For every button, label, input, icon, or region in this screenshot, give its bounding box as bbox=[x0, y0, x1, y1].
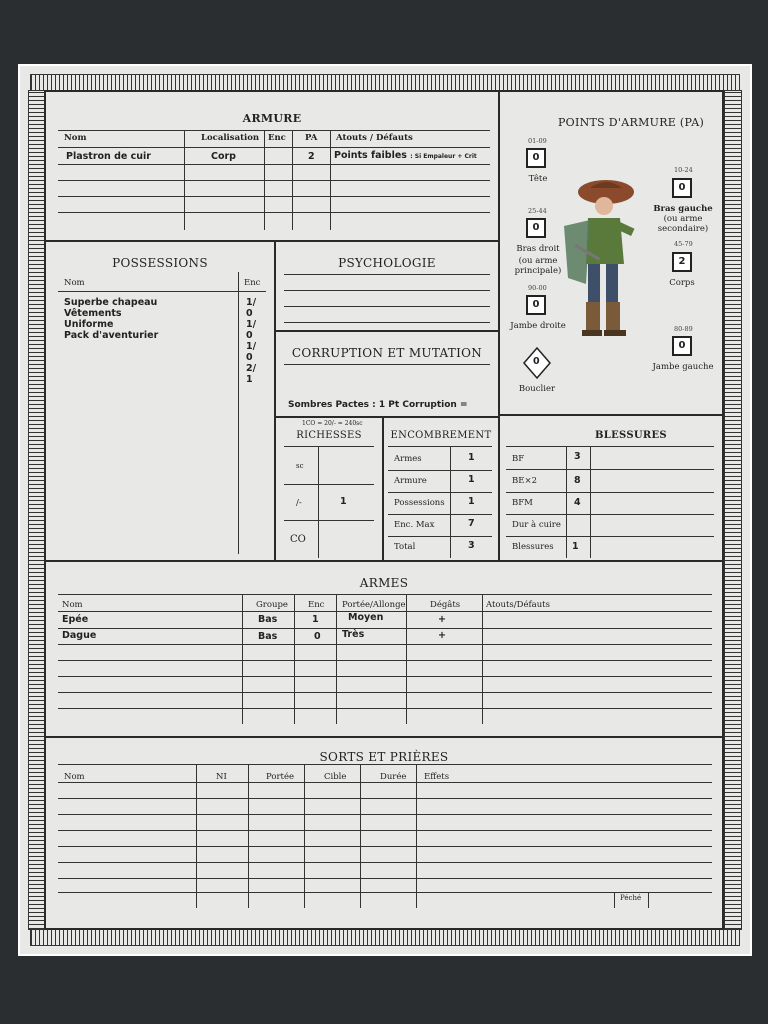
richesses-co-label: CO bbox=[290, 534, 306, 545]
richesses-formula: 1CO = 20/- = 240sc bbox=[302, 420, 363, 427]
armure-row-atouts-small: : Si Empaleur + Crit bbox=[410, 153, 477, 160]
armure-header-enc: Enc bbox=[268, 133, 286, 143]
psychologie-section bbox=[274, 240, 500, 332]
bras-droit-ap-box[interactable]: 0 bbox=[526, 218, 546, 238]
arme-portee[interactable]: Moyen bbox=[348, 612, 384, 623]
sorts-header-duree: Durée bbox=[380, 772, 407, 782]
bras-gauche-label: Bras gauche bbox=[653, 204, 713, 214]
character-illustration bbox=[558, 174, 658, 346]
sorts-header-portee: Portée bbox=[266, 772, 295, 782]
armes-header-enc: Enc bbox=[308, 600, 325, 610]
enc-armure-label: Armure bbox=[394, 476, 427, 486]
bex2-value[interactable]: 8 bbox=[574, 475, 581, 486]
enc-max-value[interactable]: 7 bbox=[468, 518, 475, 529]
armure-title: ARMURE bbox=[242, 112, 302, 125]
richesses-s-value[interactable]: 1 bbox=[340, 496, 347, 507]
enc-possessions-label: Possessions bbox=[394, 498, 445, 508]
bfm-value[interactable]: 4 bbox=[574, 497, 581, 508]
armure-row-nom[interactable]: Plastron de cuir bbox=[66, 151, 151, 162]
blessures-title: BLESSURES bbox=[595, 430, 667, 441]
possession-enc[interactable]: 0 bbox=[246, 330, 253, 341]
armes-header-portee: Portée/Allonge bbox=[342, 600, 406, 610]
arme-enc[interactable]: 0 bbox=[314, 631, 321, 642]
psychologie-title: PSYCHOLOGIE bbox=[338, 256, 436, 270]
richesses-sc-label: sc bbox=[296, 462, 304, 470]
arme-degats[interactable]: + bbox=[438, 614, 446, 625]
sorts-header-cible: Cible bbox=[324, 772, 347, 782]
tete-label: Tête bbox=[528, 174, 548, 184]
possessions-section bbox=[44, 240, 276, 562]
possessions-header-nom: Nom bbox=[64, 278, 85, 288]
sorts-title: SORTS ET PRIÈRES bbox=[319, 750, 449, 764]
tete-range: 01-09 bbox=[528, 137, 547, 145]
bras-gauche-range: 10-24 bbox=[674, 166, 693, 174]
enc-max-label: Enc. Max bbox=[394, 520, 435, 530]
arme-degats[interactable]: + bbox=[438, 630, 446, 641]
bf-label: BF bbox=[512, 454, 525, 464]
enc-total-label: Total bbox=[394, 542, 416, 552]
frame-border-right bbox=[724, 90, 742, 930]
possession-enc[interactable]: 1/ bbox=[246, 319, 257, 330]
jambe-gauche-ap-box[interactable]: 0 bbox=[672, 336, 692, 356]
points-armure-section bbox=[498, 90, 724, 416]
bf-value[interactable]: 3 bbox=[574, 451, 581, 462]
corps-ap-box[interactable]: 2 bbox=[672, 252, 692, 272]
enc-total-value[interactable]: 3 bbox=[468, 540, 475, 551]
armes-header-atouts: Atouts/Défauts bbox=[486, 600, 550, 610]
enc-possessions-value[interactable]: 1 bbox=[468, 496, 475, 507]
armure-header-localisation: Localisation bbox=[201, 133, 260, 143]
possession-item[interactable]: Pack d'aventurier bbox=[64, 330, 159, 341]
arme-groupe[interactable]: Bas bbox=[258, 631, 278, 642]
sorts-header-ni: NI bbox=[216, 772, 227, 782]
possession-enc[interactable]: 1/ bbox=[246, 297, 257, 308]
possession-item[interactable]: Uniforme bbox=[64, 319, 114, 330]
possession-enc[interactable]: 0 bbox=[246, 308, 253, 319]
peche-label: Péché bbox=[620, 894, 642, 902]
bras-droit-sub: (ou arme principale) bbox=[514, 256, 562, 276]
bras-gauche-ap-box[interactable]: 0 bbox=[672, 178, 692, 198]
points-armure-title: POINTS D'ARMURE (PA) bbox=[557, 116, 705, 129]
blessures-section bbox=[498, 414, 724, 562]
armure-header-atouts: Atouts / Défauts bbox=[336, 133, 413, 143]
armes-header-nom: Nom bbox=[62, 600, 83, 610]
blessures-value[interactable]: 1 bbox=[572, 541, 579, 552]
jambe-gauche-label: Jambe gauche bbox=[652, 362, 714, 372]
possession-enc[interactable]: 1/ bbox=[246, 341, 257, 352]
bouclier-ap-value[interactable]: 0 bbox=[533, 356, 540, 367]
armure-header-pa: PA bbox=[305, 133, 318, 143]
richesses-title: RICHESSES bbox=[296, 430, 362, 441]
bras-droit-range: 25-44 bbox=[528, 207, 547, 215]
arme-portee[interactable]: Très bbox=[342, 629, 365, 640]
corruption-text[interactable]: Sombres Pactes : 1 Pt Corruption = bbox=[288, 400, 468, 410]
frame-border-bottom bbox=[30, 928, 740, 946]
arme-groupe[interactable]: Bas bbox=[258, 614, 278, 625]
armure-row-loc[interactable]: Corp bbox=[211, 151, 236, 162]
jambe-gauche-range: 80-89 bbox=[674, 325, 693, 333]
armure-section bbox=[44, 90, 500, 242]
sorts-header-effets: Effets bbox=[424, 772, 450, 782]
bex2-label: BE×2 bbox=[512, 476, 537, 486]
encombrement-title: ENCOMBREMENT bbox=[390, 430, 492, 441]
tete-ap-box[interactable]: 0 bbox=[526, 148, 546, 168]
enc-armure-value[interactable]: 1 bbox=[468, 474, 475, 485]
sorts-section bbox=[44, 736, 724, 930]
corruption-title: CORRUPTION ET MUTATION bbox=[291, 346, 483, 360]
enc-armes-value[interactable]: 1 bbox=[468, 452, 475, 463]
dur-a-cuire-label: Dur à cuire bbox=[512, 520, 561, 530]
bras-gauche-sub: (ou arme secondaire) bbox=[657, 214, 709, 234]
armes-section bbox=[44, 560, 724, 738]
armure-row-atouts-main: Points faibles bbox=[334, 150, 407, 161]
bfm-label: BFM bbox=[512, 498, 533, 508]
armes-header-groupe: Groupe bbox=[256, 600, 288, 610]
armes-header-degats: Dégâts bbox=[430, 600, 461, 610]
possession-item[interactable]: Superbe chapeau bbox=[64, 297, 158, 308]
corruption-section bbox=[274, 330, 500, 418]
possessions-title: POSSESSIONS bbox=[112, 256, 208, 270]
arme-nom[interactable]: Dague bbox=[62, 630, 97, 641]
richesses-s-label: /- bbox=[296, 498, 302, 508]
possession-enc[interactable]: 0 bbox=[246, 352, 253, 363]
blessures-label: Blessures bbox=[512, 542, 554, 552]
corps-label: Corps bbox=[669, 278, 695, 288]
arme-enc[interactable]: 1 bbox=[312, 614, 319, 625]
richesses-section bbox=[274, 416, 384, 562]
possession-item[interactable]: Vêtements bbox=[64, 308, 122, 319]
jambe-droite-label: Jambe droite bbox=[510, 321, 566, 331]
armure-row-atouts[interactable] bbox=[334, 150, 496, 161]
armure-row-pa[interactable]: 2 bbox=[308, 151, 315, 162]
corps-range: 45-79 bbox=[674, 240, 693, 248]
arme-nom[interactable]: Epée bbox=[62, 614, 89, 625]
armure-header-nom: Nom bbox=[64, 133, 87, 143]
armes-title: ARMES bbox=[359, 576, 409, 590]
jambe-droite-range: 90-00 bbox=[528, 284, 547, 292]
enc-armes-label: Armes bbox=[394, 454, 422, 464]
possessions-header-enc: Enc bbox=[244, 278, 261, 288]
jambe-droite-ap-box[interactable]: 0 bbox=[526, 295, 546, 315]
possession-enc[interactable]: 2/ bbox=[246, 363, 257, 374]
possession-enc[interactable]: 1 bbox=[246, 374, 253, 385]
encombrement-section bbox=[382, 416, 500, 562]
bras-droit-label: Bras droit bbox=[516, 244, 560, 254]
sorts-header-nom: Nom bbox=[64, 772, 85, 782]
bouclier-label: Bouclier bbox=[518, 384, 556, 394]
